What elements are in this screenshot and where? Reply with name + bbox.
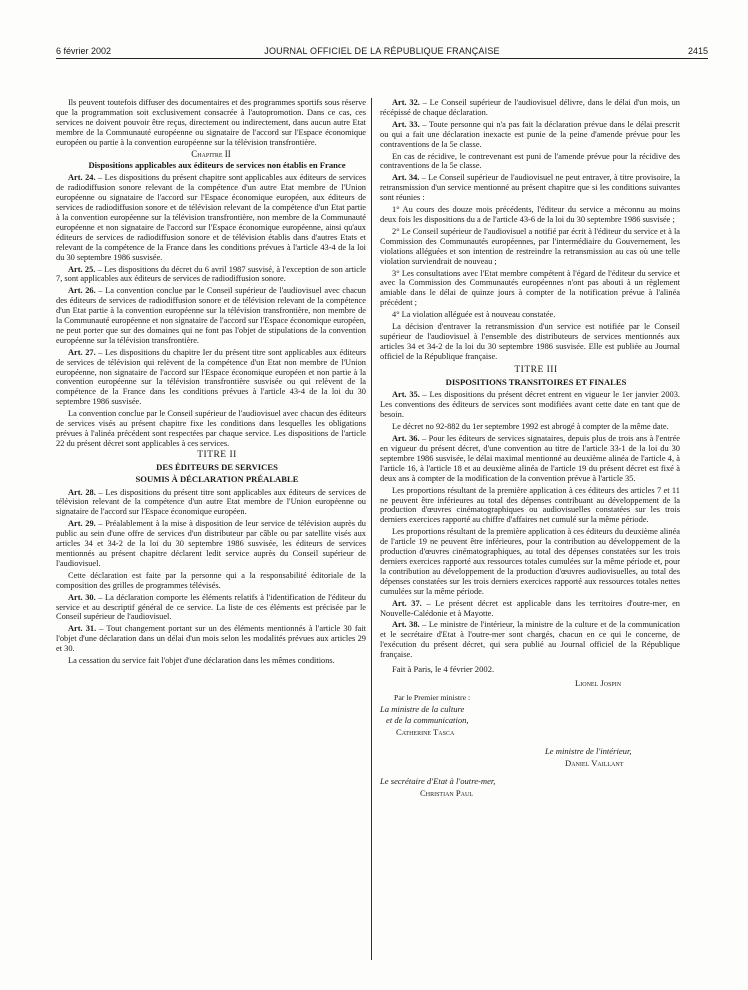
article-28-text: – Les dispositions du présent titre sont applicables aux éditeurs de services de télévision relevant de la compétence d'un autre Etat membre de l'Union européenne ou signataire de l'accord sur l'Espace économique européen. [56,487,366,517]
article-25 [56,265,366,285]
article-33-label: Art. 33. [392,119,420,129]
article-31-paragraph-2: La cessation du service fait l'objet d'une déclaration dans les mêmes conditions. [68,656,335,666]
title-heading: TITRE II [197,449,237,460]
chapter-title: Dispositions applicables aux éditeurs de services non établis en France [88,160,346,171]
article-24-label: Art. 24. [68,173,96,183]
article-30-label: Art. 30. [68,592,96,602]
signature-by-pm: Par le Premier ministre : [394,693,471,703]
article-25-text: – Les dispositions du décret du 6 avril 1987 susvisé, à l'exception de son article 7, sont applicables aux éditeurs de services de radiodiffusion sonore. [56,264,366,284]
article-32 [380,98,680,118]
article-38 [380,620,680,660]
article-34 [380,173,680,203]
signatory-prime-minister: Lionel Jospin [575,678,622,689]
article-34-item-3: 3° Les consultations avec l'Etat membre compétent à l'égard de l'éditeur du service et avec la Commission des Communautés européennes n'ont pas abouti à un règlement amiable dans le délai de quinze jours à compter de la notification prévue à l'alinéa précédent ; [380,268,680,308]
signature-block [380,662,680,812]
article-27-text: – Les dispositions du chapitre Ier du présent titre sont applicables aux éditeurs de services de télévision qui relèvent de la compétence d'un Etat non membre de l'Union européenne, non signataire de l'accord sur l'Espace économique européen et non partie à la convention européenne sur la télévision transfrontière susvisée ou qui relèvent de la compétence de la France dans les conditions prévues à l'article 43-4 de la loi du 30 septembre 1986 susvisée. [56,347,366,407]
article-30-text: – La déclaration comporte les éléments relatifs à l'identification de l'éditeur du service et au descriptif général de ce service. La liste de ces éléments est précisée par le Conseil supérieur de l'audiovisuel. [56,592,366,622]
article-31-text: – Tout changement portant sur un des éléments mentionnés à l'article 30 fait l'objet d'une déclaration dans un délai d'un mois selon les modalités prévues aux articles 29 et 30. [56,624,366,654]
interior-minister-name: Daniel Vaillant [565,758,624,769]
title-line-1: DES ÉDITEURS DE SERVICES [156,461,278,472]
title-3-line-1: DISPOSITIONS TRANSITOIRES ET FINALES [445,376,627,387]
intro-paragraph: Ils peuvent toutefois diffuser des documentaires et des programmes sportifs sous réserve que la programmation soit exclusivement consacrée à l'autopromotion. Dans ce cas, ces services ne doivent pouvoir être reçus, directement ou indirectement, dans aucun autre Etat membre de la Communauté européenne ou signataire de l'accord sur l'Espace économique européen ou partie à la convention européenne sur la télévision transfrontière. [56,98,366,147]
article-32-text: – Le Conseil supérieur de l'audiovisuel délivre, dans le délai d'un mois, un récépissé de chaque déclaration. [380,98,680,117]
article-37-label: Art. 37. [392,598,422,608]
article-27-label: Art. 27. [68,347,96,357]
title-3-heading: TITRE III [514,364,558,375]
article-30 [56,593,366,623]
article-35-label: Art. 35. [392,390,420,400]
article-24-text: – Les dispositions du présent chapitre sont applicables aux éditeurs de services de radiodiffusion sonore relevant de la compétence d'un autre Etat membre de l'Union européenne ou signataire de l'accord sur l'Espace économique européen, aux éditeurs de services de radiodiffusion sonore et de télévision relevant de la compétence d'un Etat partie à la convention européenne sur la télévision transfrontière, non membre de la Communauté européenne et non signataire de l'accord sur l'Espace économique européenne, ainsi qu'aux éditeurs de services de radiodiffusion sonore et de télévision établis dans d'autres Etats et relevant de la compétence de la France dans les conditions prévues à l'article 43-4 de la loi du 30 septembre 1986 susvisée. [56,173,366,262]
article-24 [56,173,366,262]
article-36 [380,434,680,484]
culture-minister-name: Catherine Tasca [396,727,455,738]
article-26-text: – La convention conclue par le Conseil supérieur de l'audiovisuel avec chacun des éditeurs de services de radiodiffusion sonore et de télévision relevant de la compétence d'un Etat partie à la convention européenne sur la télévision transfrontière, non membre de la Communauté européenne et non signataire de l'accord sur l'Espace économique européen, ne peut porter que sur des domaines qui ne font pas l'objet de stipulations de la convention européenne sur la télévision transfrontière. [56,286,366,345]
article-36-label: Art. 36. [392,434,420,444]
article-25-label: Art. 25. [68,264,96,274]
article-33-paragraph-2: En cas de récidive, le contrevenant est puni de l'amende prévue pour la récidive des contraventions de la 5e classe. [380,151,680,171]
article-34-item-1: 1° Au cours des douze mois précédents, l'éditeur du service a méconnu au moins deux fois les dispositions du a de l'article 43-6 de la loi du 30 septembre 1986 susvisée ; [380,205,680,224]
article-33 [380,120,680,150]
article-33-text: – Toute personne qui n'a pas fait la déclaration prévue dans le délai prescrit ou qui a fait une déclaration inexacte est punie de la peine d'amende prévue pour les contraventions de la 5e classe. [380,119,680,149]
article-32-label: Art. 32. [392,98,420,107]
article-36-text: – Pour les éditeurs de services signataires, depuis plus de trois ans à l'entrée en vigueur du présent décret, d'une convention au titre de l'article 33-1 de la loi du 30 septembre 1986 susvisée, le délai maximal mentionné au deuxième alinéa de l'article 4, à l'article 16, à l'article 18 et au deuxième alinéa de l'article 19 du présent décret est fixé à deux ans à compter de la modification de la convention prévue à l'article 35. [380,434,681,483]
article-29 [56,519,366,569]
article-35 [380,390,680,420]
article-34-item-2: 2° Le Conseil supérieur de l'audiovisuel a notifié par écrit à l'éditeur du service et à la Commission des Communautés européennes, par l'intermédiaire du Gouvernement, les violations alléguées et son intention de restreindre la retransmission au cas où une telle violation surviendrait de nouveau ; [380,226,680,266]
article-34-text: – Le Conseil supérieur de l'audiovisuel ne peut entraver, à titre provisoire, la retransmission d'un service mentionné au présent chapitre que si les conditions suivantes sont réunies : [380,173,680,203]
article-34-paragraph-2: La décision d'entraver la retransmission d'un service est notifiée par le Conseil supérieur de l'audiovisuel à l'ensemble des distributeurs de services mentionnés aux articles 34 et 34-2 de la loi du 30 septembre 1986 susvisée. Elle est publiée au Journal officiel de la République française. [380,322,680,361]
article-37-text: – Le présent décret est applicable dans les territoires d'outre-mer, en Nouvelle-Calédonie et à Mayotte. [380,598,680,618]
article-38-label: Art. 38. [392,620,420,630]
right-column [380,98,680,812]
article-34-item-4: 4° La violation alléguée est à nouveau constatée. [392,310,556,320]
article-26-label: Art. 26. [68,286,96,296]
article-28-label: Art. 28. [68,487,96,497]
article-27-paragraph-2: La convention conclue par le Conseil supérieur de l'audiovisuel avec chacun des éditeurs de services visés au présent chapitre fixe les conditions dans lesquelles les obligations prévues à l'alinéa précédent sont respectées par chaque service. Les dispositions de l'article 22 du présent décret sont applicables à ces services. [56,409,366,448]
article-28 [56,488,366,518]
article-37 [380,599,680,619]
article-35-paragraph-2: Le décret no 92-882 du 1er septembre 1992 est abrogé à compter de la même date. [392,422,669,432]
overseas-secretary-name: Christian Paul [420,788,473,799]
article-31 [56,624,366,654]
article-27 [56,348,366,407]
article-29-paragraph-2: Cette déclaration est faite par la personne qui a la responsabilité éditoriale de la composition des grilles de programmes télévisés. [56,570,366,590]
page-number: 2415 [687,46,708,56]
signature-date: Fait à Paris, le 4 février 2002. [392,664,495,675]
column-divider [371,98,372,960]
left-column [56,98,366,668]
article-34-label: Art. 34. [392,173,420,183]
article-35-text: – Les dispositions du présent décret entrent en vigueur le 1er janvier 2003. Les conventions des éditeurs de services sont modifiées avant cette date en tant que de besoin. [380,390,681,420]
chapter-heading: Chapitre II [191,148,231,159]
title-line-2: SOUMIS À DÉCLARATION PRÉALABLE [135,473,299,484]
culture-minister-title-1: La ministre de la culture [380,704,465,715]
article-36-paragraph-3: Les proportions résultant de la première application à ces éditeurs du deuxième alinéa de l'article 19 ne peuvent être inférieures, pour la contribution au développement de la production d'œuvres cinématographiques, au total des dépenses constatées sur les trois derniers exercices rapporté aux ressources totales cumulées sur la même période et, pour la contribution au développement de la production d'œuvres audiovisuelles, au total des dépenses constatées sur les trois derniers exercices rapporté aux ressources totales nettes cumulées sur la même période. [380,527,680,596]
article-29-label: Art. 29. [68,519,96,529]
article-38-text: – Le ministre de l'intérieur, la ministre de la culture et de la communication et le secrétaire d'Etat à l'outre-mer sont chargés, chacun en ce qui le concerne, de l'exécution du présent décret, qui sera publié au Journal officiel de la République française. [380,620,680,660]
interior-minister-title: Le ministre de l'intérieur, [545,746,632,757]
header-date: 6 février 2002 [56,46,112,56]
page-header [56,44,708,59]
header-title: JOURNAL OFFICIEL DE LA RÉPUBLIQUE FRANÇAISE [264,46,500,56]
culture-minister-title-2: et de la communication, [386,715,469,726]
article-29-text: – Préalablement à la mise à disposition de leur service de télévision auprès du public au sein d'une offre de services d'un distributeur par câble ou par satellite visés aux articles 34 et 34-2 de la loi du 30 septembre 1986 susvisée, les éditeurs de services mentionnés au présent chapitre déclarent ledit service auprès du Conseil supérieur de l'audiovisuel. [56,519,366,568]
article-26 [56,286,366,345]
overseas-secretary-title: Le secrétaire d'Etat à l'outre-mer, [380,776,496,787]
article-31-label: Art. 31. [68,624,97,634]
article-36-paragraph-2: Les proportions résultant de la première application à ces éditeurs des articles 7 et 11 ne peuvent être inférieures au total des dépenses contribuant au développement de la production d'œuvres cinématographiques ou audiovisuelles constatées sur les trois derniers exercices rapporté au chiffre d'affaires net cumulé sur la même période. [380,485,680,525]
